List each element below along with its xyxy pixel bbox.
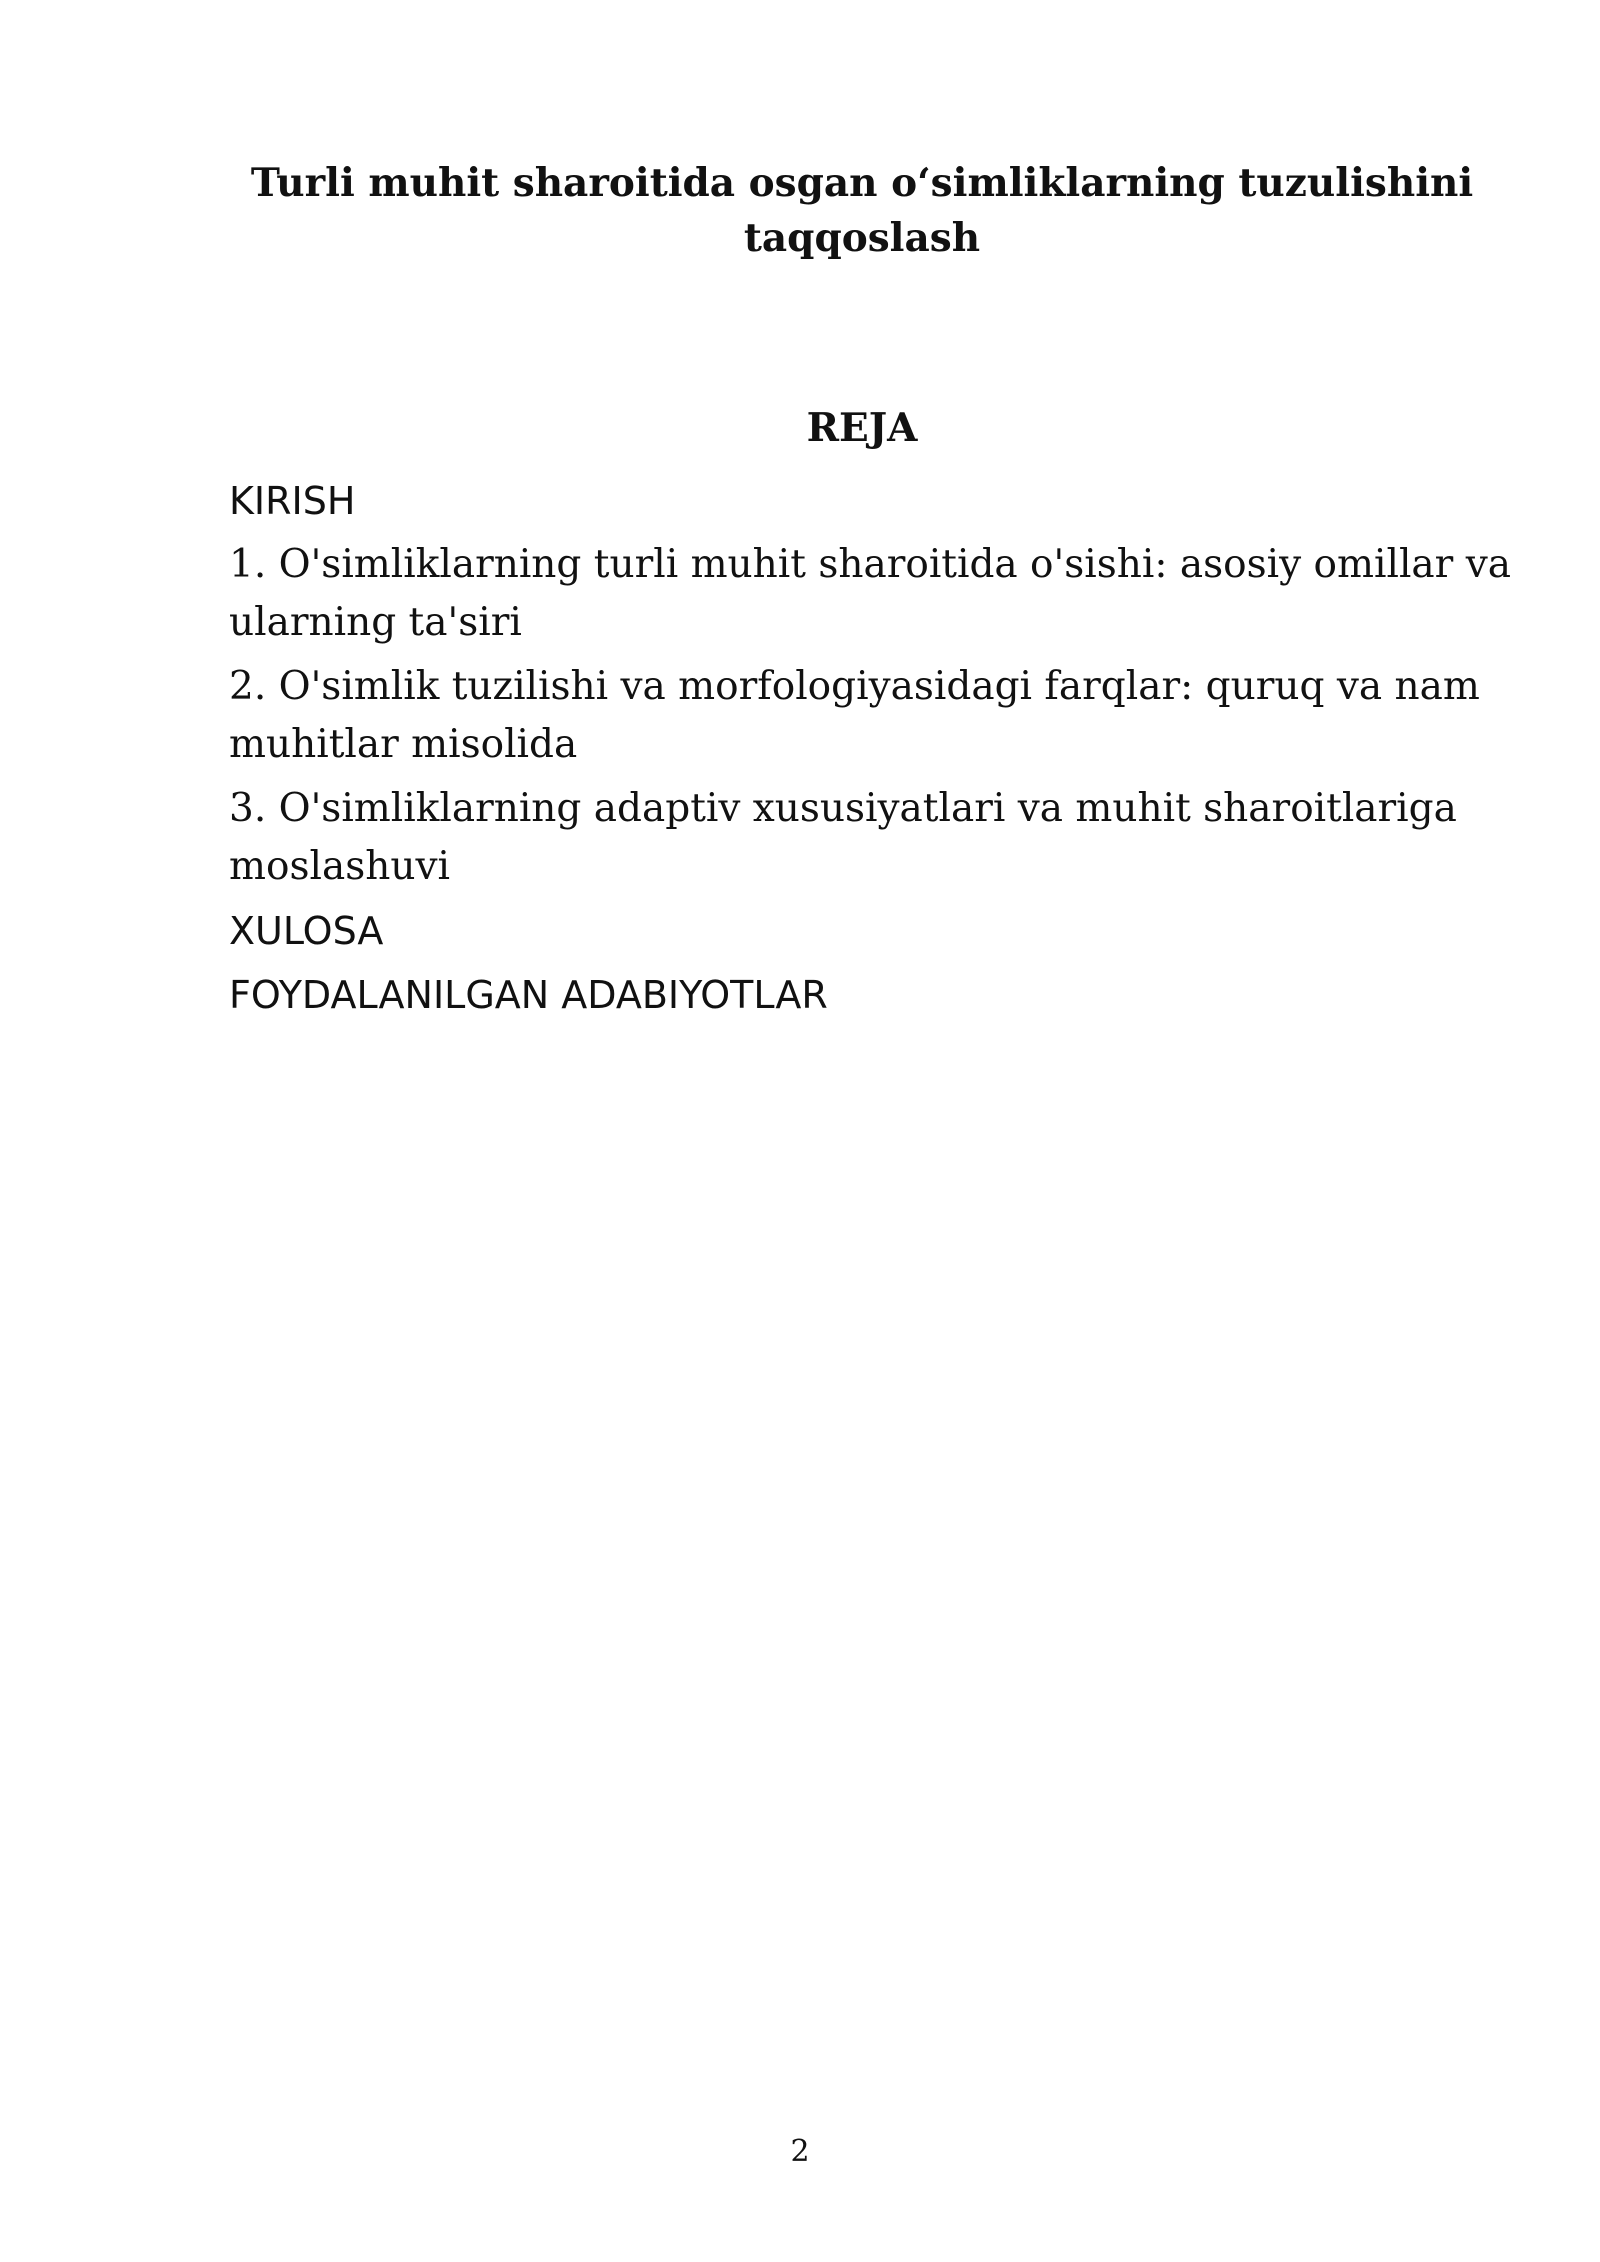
plan-item-references: FOYDALANILGAN ADABIYOTLAR — [229, 973, 828, 1017]
plan-item-section-2: 2. O'simlik tuzilishi va morfologiyasidagi farqlar: quruq va nam muhitlar misolida — [229, 664, 1480, 767]
document-title: Turli muhit sharoitida osgan o‘simliklarning tuzulishini taqqoslash — [250, 160, 1474, 261]
plan-item-section-3: 3. O'simliklarning adaptiv xususiyatlari va muhit sharoitlariga moslashuvi — [229, 786, 1457, 889]
plan-heading: REJA — [806, 405, 918, 451]
plan-item-section-1: 1. O'simliklarning turli muhit sharoitida o'sishi: asosiy omillar va ularning ta'siri — [229, 542, 1512, 645]
plan-item-conclusion: XULOSA — [229, 909, 384, 953]
plan-list — [229, 472, 1519, 1030]
page-number: 2 — [790, 2134, 810, 2169]
plan-item-introduction: KIRISH — [229, 479, 356, 523]
